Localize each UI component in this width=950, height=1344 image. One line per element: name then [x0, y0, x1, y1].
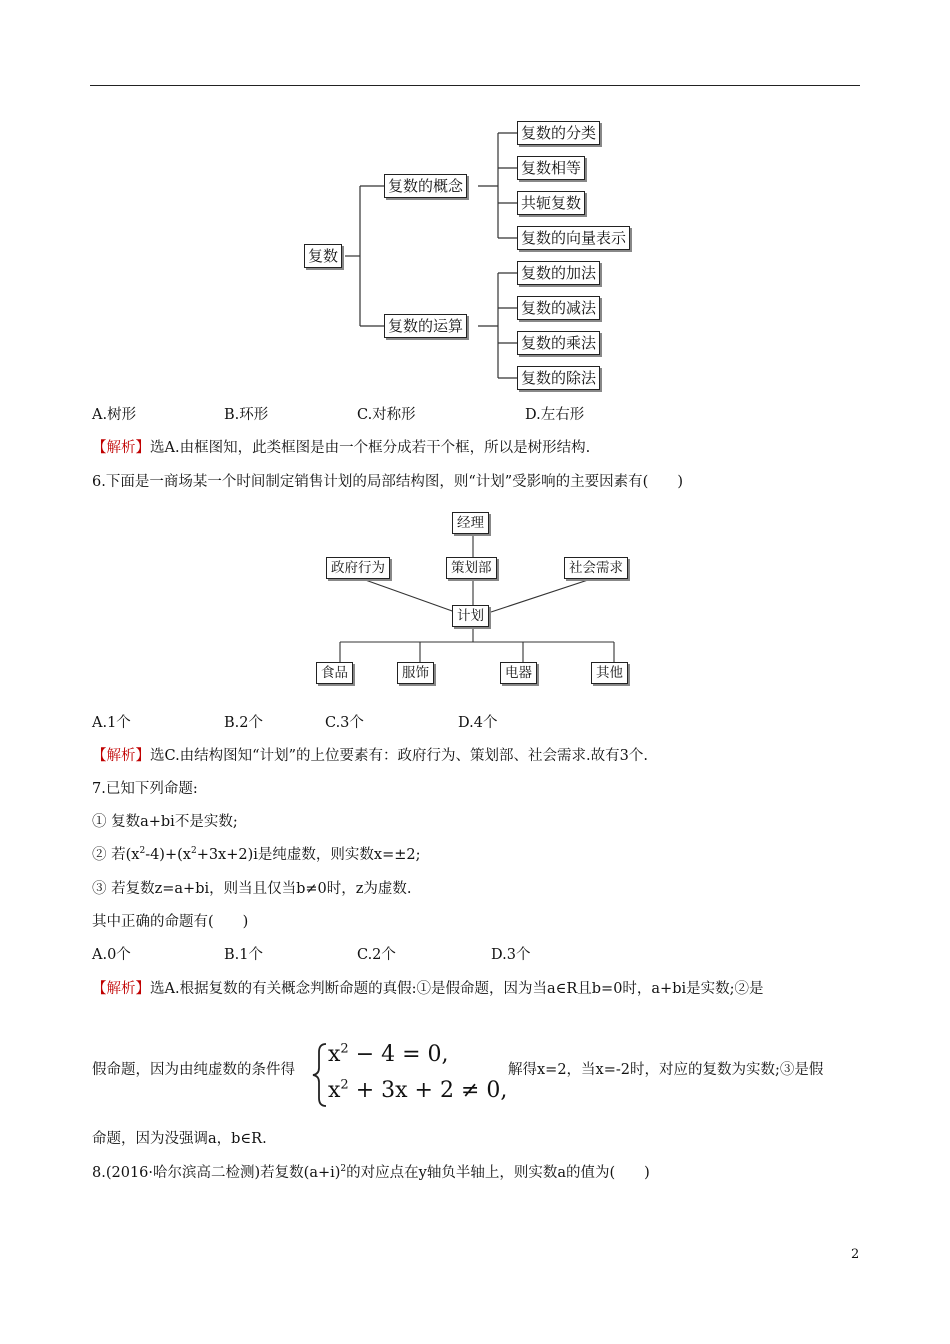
equation-2 — [328, 1078, 507, 1103]
q5-analysis — [92, 438, 590, 458]
tree-root: 复数 — [304, 244, 342, 268]
eq-part: − 4 = 0, — [348, 1042, 449, 1067]
node-government: 政府行为 — [326, 557, 390, 579]
node-social-demand: 社会需求 — [564, 557, 628, 579]
text-part: -4)+(x — [145, 847, 191, 863]
q7-option-c: C.2个 — [357, 947, 396, 963]
q7-stem: 7.已知下列命题: — [92, 781, 198, 797]
tree-leaf: 共轭复数 — [517, 191, 585, 215]
superscript: 2 — [340, 1164, 347, 1175]
q5-option-b: B.环形 — [224, 407, 269, 423]
tree-leaf: 复数相等 — [517, 156, 585, 180]
node-manager: 经理 — [452, 512, 489, 534]
analysis-tag: 【解析】 — [92, 748, 150, 764]
tree-leaf: 复数的分类 — [517, 121, 600, 145]
node-planning-dept: 策划部 — [446, 557, 497, 579]
q7-analysis-line3: 命题，因为没强调a，b∈R. — [92, 1131, 267, 1147]
q6-option-b: B.2个 — [224, 715, 263, 731]
eq-superscript: 2 — [340, 1077, 349, 1093]
q6-option-a: A.1个 — [92, 715, 131, 731]
q6-option-d: D.4个 — [458, 715, 498, 731]
tree-connectors — [0, 0, 950, 400]
analysis-text: 选C.由结构图知“计划”的上位要素有：政府行为、策划部、社会需求.故有3个. — [150, 748, 648, 764]
tree-leaf: 复数的除法 — [517, 366, 600, 390]
q7-option-b: B.1个 — [224, 947, 263, 963]
q7-proposition-2 — [92, 845, 421, 865]
equation-1 — [328, 1042, 449, 1067]
brace-icon — [310, 1040, 330, 1110]
q7-proposition-1: ① 复数a+bi不是实数; — [92, 814, 238, 830]
tree-leaf: 复数的加法 — [517, 261, 600, 285]
eq-part: + 3x + 2 ≠ 0, — [348, 1078, 508, 1103]
tree-leaf: 复数的乘法 — [517, 331, 600, 355]
q6-option-c: C.3个 — [325, 715, 364, 731]
q7-analysis-line1 — [92, 979, 764, 999]
analysis-text: 选A.由框图知，此类框图是由一个框分成若干个框，所以是树形结构. — [150, 440, 591, 456]
node-clothing: 服饰 — [397, 662, 434, 684]
superscript: 2 — [139, 846, 146, 857]
q7-proposition-3: ③ 若复数z=a+bi，则当且仅当b≠0时，z为虚数. — [92, 881, 412, 897]
node-plan: 计划 — [452, 605, 489, 627]
eq-superscript: 2 — [340, 1041, 349, 1057]
tree-branch-concept: 复数的概念 — [384, 174, 467, 198]
tree-leaf: 复数的减法 — [517, 296, 600, 320]
q5-option-d: D.左右形 — [525, 407, 585, 423]
text-part: 的对应点在y轴负半轴上，则实数a的值为( ) — [346, 1165, 650, 1181]
q7-analysis-line2-left: 假命题，因为由纯虚数的条件得 — [92, 1062, 295, 1078]
q5-option-c: C.对称形 — [357, 407, 416, 423]
q8-stem — [92, 1163, 650, 1183]
eq-part: x — [328, 1078, 341, 1103]
node-appliance: 电器 — [500, 662, 537, 684]
text-part: 8.(2016·哈尔滨高二检测)若复数(a+i) — [92, 1165, 341, 1181]
q7-ask: 其中正确的命题有( ) — [92, 914, 249, 930]
node-food: 食品 — [316, 662, 353, 684]
page-number: 2 — [851, 1247, 860, 1262]
q7-option-a: A.0个 — [92, 947, 131, 963]
q5-option-a: A.树形 — [92, 407, 137, 423]
superscript: 2 — [190, 846, 197, 857]
text-part: ② 若(x — [92, 847, 140, 863]
q7-option-d: D.3个 — [491, 947, 531, 963]
tree-branch-operation: 复数的运算 — [384, 314, 467, 338]
q7-analysis-line2-right: 解得x=2，当x=-2时，对应的复数为实数;③是假 — [508, 1062, 824, 1078]
q6-analysis — [92, 746, 648, 766]
analysis-text: 选A.根据复数的有关概念判断命题的真假:①是假命题，因为当a∈R且b=0时，a+bi是实数;②是 — [150, 981, 764, 997]
text-part: +3x+2)i是纯虚数，则实数x=±2; — [196, 847, 421, 863]
tree-leaf: 复数的向量表示 — [517, 226, 630, 250]
node-other: 其他 — [591, 662, 628, 684]
q6-stem: 6.下面是一商场某一个时间制定销售计划的局部结构图，则“计划”受影响的主要因素有( ) — [92, 474, 683, 490]
analysis-tag: 【解析】 — [92, 440, 150, 456]
eq-part: x — [328, 1042, 341, 1067]
analysis-tag: 【解析】 — [92, 981, 150, 997]
